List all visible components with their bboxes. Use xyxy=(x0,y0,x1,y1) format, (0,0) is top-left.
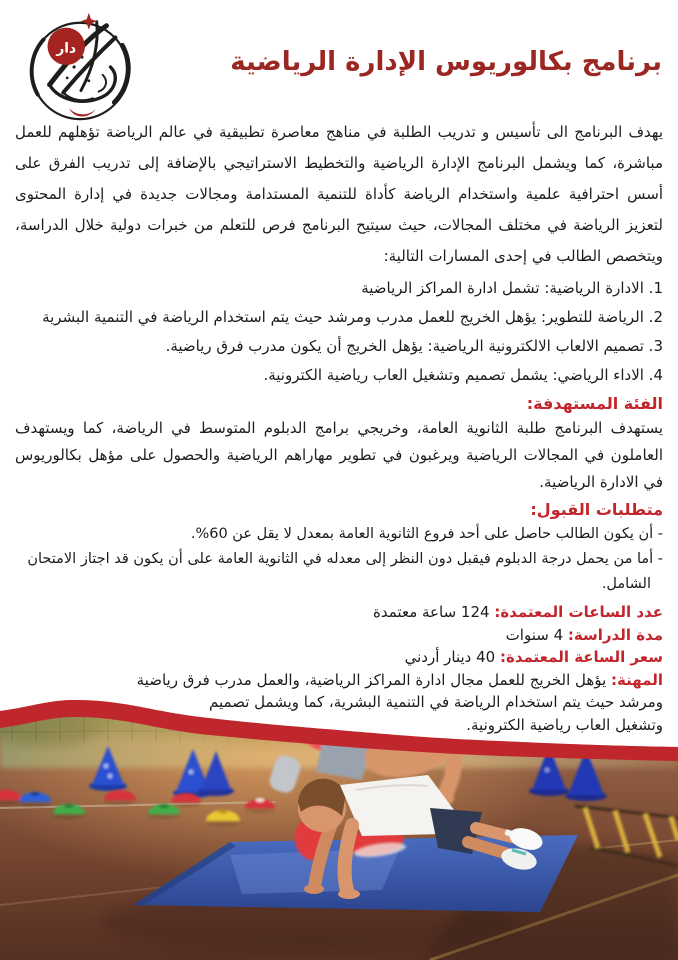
duration-value: 4 سنوات xyxy=(505,625,564,644)
calligraphy-logo xyxy=(20,8,138,126)
duration-line xyxy=(15,624,663,647)
career-line: وتشغيل العاب رياضية الكترونية. xyxy=(466,715,663,734)
credit-hours-label: عدد الساعات المعتمدة: xyxy=(494,603,663,621)
logo-badge-text: دار xyxy=(56,40,77,57)
target-group-paragraph: يستهدف البرنامج طلبة الثانوية العامة، وخريجي برامج الدبلوم المتوسط في الرياضة، كما ويستهدف العاملون في المجالات الرياضية ويرغبون في تطوير مهاراهم الرياضية والحصول على مؤهل بكالوريوس في الادارة الرياضية. xyxy=(15,419,663,491)
admission-list xyxy=(15,522,663,597)
calligraphy-logo-icon xyxy=(20,8,138,126)
logo-star-icon xyxy=(80,13,97,30)
target-group-heading: الفئة المستهدفة: xyxy=(526,394,663,413)
price-line xyxy=(15,646,663,669)
tracks-list xyxy=(15,274,663,390)
admission-heading: متطلبات القبول: xyxy=(530,500,663,519)
career-label: المهنة: xyxy=(611,670,663,689)
page-title: برنامج بكالوريوس الإدارة الرياضية xyxy=(230,47,662,77)
track-item: 3. تصميم الالعاب الالكترونية الرياضية: يؤهل الخريج أن يكون مدرب فرق رياضية. xyxy=(165,337,663,355)
admission-item: - أن يكون الطالب حاصل على أحد فروع الثانوية العامة بمعدل لا يقل عن 60%. xyxy=(190,526,663,542)
career-text: يؤهل الخريج للعمل مجال ادارة المراكز الرياضية، والعمل مدرب فرق رياضية xyxy=(136,670,607,689)
track-item: 2. الرياضة للتطوير: يؤهل الخريج للعمل مدرب ومرشد حيث يتم استخدام الرياضة في التنمية البشرية xyxy=(42,308,663,326)
duration-label: مدة الدراسة: xyxy=(567,625,663,644)
intro-paragraph: يهدف البرنامج الى تأسيس و تدريب الطلبة في مناهج معاصرة تطبيقية في عالم الرياضة تؤهلهم للعمل مباشرة، كما ويشمل البرنامج الإدارة الرياضية والتخطيط الاستراتيجي بالإضافة إلى تدريب الفرق على أسس احترافية علمية واستخدام الرياضة كأداة للتنمية المستدامة ومجالات جديدة في إدارة المحتوى لتعزيز الرياضة في مختلف المجالات، حيث سيتيح البرنامج فرص للتعلم من خبرات دولية خلال الدراسة، ويتخصص الطالب في إحدى المسارات التالية: xyxy=(15,123,663,265)
price-label: سعر الساعة المعتمدة: xyxy=(499,648,663,666)
program-details xyxy=(15,601,663,736)
career-line xyxy=(15,669,663,692)
price-value: 40 دينار أردني xyxy=(404,648,496,666)
admission-item: - أما من يحمل درجة الدبلوم فيقبل دون النظر إلى معدله في الثانوية العامة على أن يكون قد اجتاز الامتحان الشامل. xyxy=(27,551,663,592)
logo-crescent-icon xyxy=(69,108,96,116)
track-item: 1. الادارة الرياضية: تشمل ادارة المراكز الرياضية xyxy=(361,279,663,297)
credit-hours-value: 124 ساعة معتمدة xyxy=(373,603,490,621)
career-line: ومرشد حيث يتم استخدام الرياضة في التنمية البشرية، كما ويشمل تصميم xyxy=(209,693,663,711)
credit-hours-line xyxy=(15,601,663,624)
body-text-column xyxy=(15,117,663,736)
track-item: 4. الاداء الرياضي: يشمل تصميم وتشغيل العاب رياضية الكترونية. xyxy=(263,366,663,384)
